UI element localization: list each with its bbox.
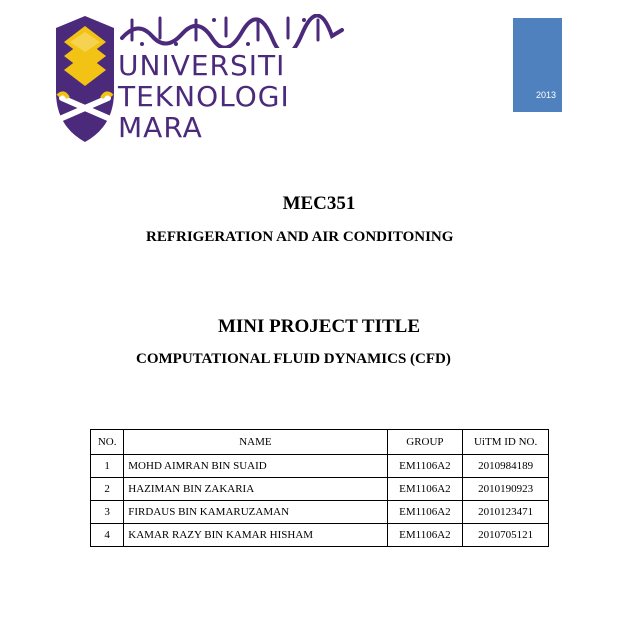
jawi-script-logo	[118, 14, 346, 48]
university-crest-icon	[54, 14, 116, 144]
cell-group: EM1106A2	[387, 524, 463, 547]
university-name-line2: TEKNOLOGI	[118, 80, 290, 113]
cell-no: 2	[91, 478, 124, 501]
course-code: MEC351	[282, 193, 356, 214]
table-header-row	[91, 430, 549, 455]
cell-id: 2010190923	[463, 478, 549, 501]
cell-id: 2010705121	[463, 524, 549, 547]
cell-no: 4	[91, 524, 124, 547]
year-label: 2013	[535, 90, 556, 100]
year-block	[513, 18, 562, 112]
cell-group: EM1106A2	[387, 478, 463, 501]
cell-group: EM1106A2	[387, 455, 463, 478]
header-id: UiTM ID NO.	[463, 430, 549, 455]
cell-id: 2010123471	[463, 501, 549, 524]
university-name-line1: UNIVERSITI	[118, 49, 286, 82]
cell-name: MOHD AIMRAN BIN SUAID	[124, 455, 387, 478]
project-heading: MINI PROJECT TITLE	[217, 316, 420, 337]
header-no: NO.	[91, 430, 124, 455]
cell-name: FIRDAUS BIN KAMARUZAMAN	[124, 501, 387, 524]
course-title: REFRIGERATION AND AIR CONDITONING	[146, 229, 454, 245]
cell-id: 2010984189	[463, 455, 549, 478]
cell-group: EM1106A2	[387, 501, 463, 524]
cell-no: 3	[91, 501, 124, 524]
table-row	[91, 478, 549, 501]
cell-name: KAMAR RAZY BIN KAMAR HISHAM	[124, 524, 387, 547]
table-row	[91, 501, 549, 524]
university-name-line3: MARA	[118, 111, 203, 144]
header-group: GROUP	[387, 430, 463, 455]
cell-no: 1	[91, 455, 124, 478]
table-row	[91, 524, 549, 547]
university-name	[118, 50, 290, 143]
members-table	[90, 429, 549, 547]
table-row	[91, 455, 549, 478]
cell-name: HAZIMAN BIN ZAKARIA	[124, 478, 387, 501]
project-title: COMPUTATIONAL FLUID DYNAMICS (CFD)	[136, 351, 451, 367]
header-name: NAME	[124, 430, 387, 455]
jawi-calligraphy-icon	[118, 14, 346, 48]
